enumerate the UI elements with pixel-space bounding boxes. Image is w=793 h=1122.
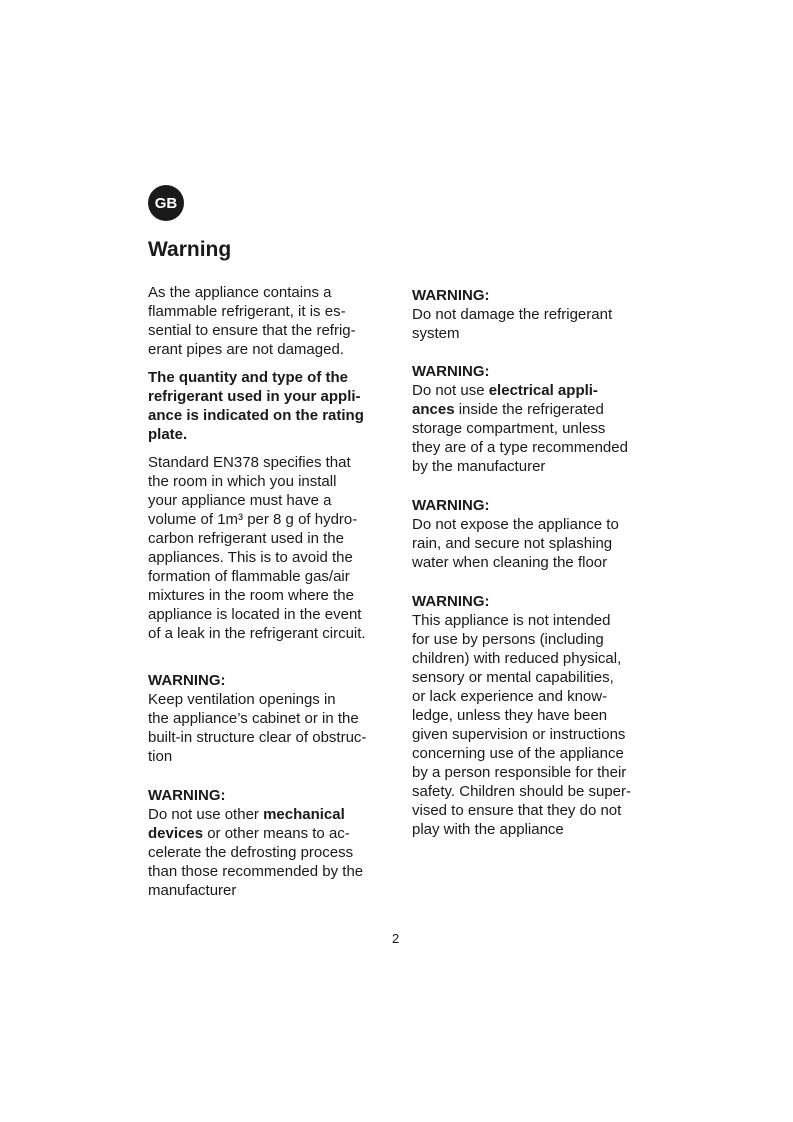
text: rain, and secure not splashing xyxy=(412,535,613,552)
text-line xyxy=(412,744,631,763)
text-line xyxy=(148,586,366,605)
text-line xyxy=(412,324,612,343)
text: water when cleaning the floor xyxy=(412,554,608,571)
bold-text: WARNING: xyxy=(412,497,490,514)
text-line xyxy=(148,406,364,425)
text: erant pipes are not damaged. xyxy=(148,341,344,358)
text: mixtures in the room where the xyxy=(148,587,354,604)
text: sensory or mental capabilities, xyxy=(412,669,614,686)
text-line xyxy=(148,340,356,359)
text-line xyxy=(412,515,619,534)
text: carbon refrigerant used in the xyxy=(148,530,344,547)
text-line xyxy=(148,728,366,747)
language-badge: GB xyxy=(148,185,184,221)
text-line xyxy=(412,782,631,801)
text: As the appliance contains a xyxy=(148,284,332,301)
text-line xyxy=(412,496,619,515)
warning-ventilation xyxy=(148,671,366,766)
bold-text: WARNING: xyxy=(412,593,490,610)
text-line xyxy=(148,302,356,321)
paragraph-en378 xyxy=(148,453,366,643)
text: Do not damage the refrigerant xyxy=(412,306,613,323)
text: play with the appliance xyxy=(412,821,564,838)
paragraph-rating-plate xyxy=(148,368,364,444)
paragraph-flammable-refrigerant xyxy=(148,283,356,359)
text: safety. Children should be super- xyxy=(412,783,632,800)
text: your appliance must have a xyxy=(148,492,332,509)
bold-text: WARNING: xyxy=(412,363,490,380)
text-line xyxy=(148,747,366,766)
text: for use by persons (including xyxy=(412,631,604,648)
text: This appliance is not intended xyxy=(412,612,611,629)
text: sential to ensure that the refrig- xyxy=(148,322,356,339)
text-line xyxy=(412,534,619,553)
text: Keep ventilation openings in xyxy=(148,691,336,708)
text-line xyxy=(148,709,366,728)
warning-refrigerant-system xyxy=(412,286,612,343)
warning-defrosting xyxy=(148,786,363,900)
text-line xyxy=(412,438,628,457)
text-line xyxy=(412,362,628,381)
text-line xyxy=(412,400,628,419)
bold-text: WARNING: xyxy=(148,787,226,804)
text: Do not use xyxy=(412,382,489,399)
text-line xyxy=(412,725,631,744)
text-line xyxy=(412,611,631,630)
text: appliance is located in the event xyxy=(148,606,362,623)
warning-rain xyxy=(412,496,619,572)
text: the room in which you install xyxy=(148,473,337,490)
text: inside the refrigerated xyxy=(454,401,604,418)
text: celerate the defrosting process xyxy=(148,844,354,861)
text-line xyxy=(148,690,366,709)
text-line xyxy=(412,763,631,782)
text-line xyxy=(412,668,631,687)
text: of a leak in the refrigerant circuit. xyxy=(148,625,366,642)
text-line xyxy=(148,368,364,387)
text: or other means to ac- xyxy=(203,825,350,842)
page-title: Warning xyxy=(148,238,232,261)
text-line xyxy=(148,425,364,444)
text: Standard EN378 specifies that xyxy=(148,454,351,471)
text-line xyxy=(148,567,366,586)
bold-text: WARNING: xyxy=(412,287,490,304)
bold-text: refrigerant used in your appli- xyxy=(148,388,361,405)
bold-text: mechanical xyxy=(263,806,345,823)
text: system xyxy=(412,325,460,342)
text-line xyxy=(412,305,612,324)
warning-persons xyxy=(412,592,631,839)
bold-text: WARNING: xyxy=(148,672,226,689)
text: storage compartment, unless xyxy=(412,420,606,437)
warning-electrical-appliances xyxy=(412,362,628,476)
text: or lack experience and know- xyxy=(412,688,608,705)
text-line xyxy=(148,605,366,624)
text: formation of flammable gas/air xyxy=(148,568,350,585)
text-line xyxy=(148,881,363,900)
text-line xyxy=(148,453,366,472)
text: they are of a type recommended xyxy=(412,439,628,456)
text-line xyxy=(412,457,628,476)
text: Do not expose the appliance to xyxy=(412,516,619,533)
text-line xyxy=(148,805,363,824)
text-line xyxy=(148,548,366,567)
bold-text: devices xyxy=(148,825,204,842)
text-line xyxy=(148,472,366,491)
text-line xyxy=(148,283,356,302)
bold-text: ances xyxy=(412,401,455,418)
text-line xyxy=(148,862,363,881)
text: tion xyxy=(148,748,173,765)
text: manufacturer xyxy=(148,882,237,899)
text: volume of 1m³ per 8 g of hydro- xyxy=(148,511,358,528)
text-line xyxy=(148,786,363,805)
text-line xyxy=(412,801,631,820)
text: concerning use of the appliance xyxy=(412,745,624,762)
text: than those recommended by the xyxy=(148,863,364,880)
text-line xyxy=(148,529,366,548)
text-line xyxy=(148,491,366,510)
text-line xyxy=(412,820,631,839)
text: by the manufacturer xyxy=(412,458,546,475)
text: children) with reduced physical, xyxy=(412,650,622,667)
text-line xyxy=(148,321,356,340)
text-line xyxy=(412,419,628,438)
text: appliances. This is to avoid the xyxy=(148,549,353,566)
text-line xyxy=(412,592,631,611)
text-line xyxy=(412,706,631,725)
text-line xyxy=(412,553,619,572)
text-line xyxy=(148,387,364,406)
text: vised to ensure that they do not xyxy=(412,802,622,819)
text-line xyxy=(412,381,628,400)
text-line xyxy=(148,824,363,843)
bold-text: electrical appli- xyxy=(488,382,598,399)
text-line xyxy=(412,649,631,668)
text: flammable refrigerant, it is es- xyxy=(148,303,346,320)
text: given supervision or instructions xyxy=(412,726,626,743)
text: by a person responsible for their xyxy=(412,764,627,781)
text-line xyxy=(148,624,366,643)
page-number: 2 xyxy=(392,931,400,946)
text: built-in structure clear of obstruc- xyxy=(148,729,367,746)
text: Do not use other xyxy=(148,806,264,823)
text: the appliance’s cabinet or in the xyxy=(148,710,359,727)
text-line xyxy=(412,286,612,305)
text-line xyxy=(148,843,363,862)
text-line xyxy=(412,687,631,706)
text-line xyxy=(412,630,631,649)
text-line xyxy=(148,671,366,690)
bold-text: The quantity and type of the xyxy=(148,369,349,386)
bold-text: ance is indicated on the rating xyxy=(148,407,364,424)
bold-text: plate. xyxy=(148,426,188,443)
text: ledge, unless they have been xyxy=(412,707,608,724)
text-line xyxy=(148,510,366,529)
